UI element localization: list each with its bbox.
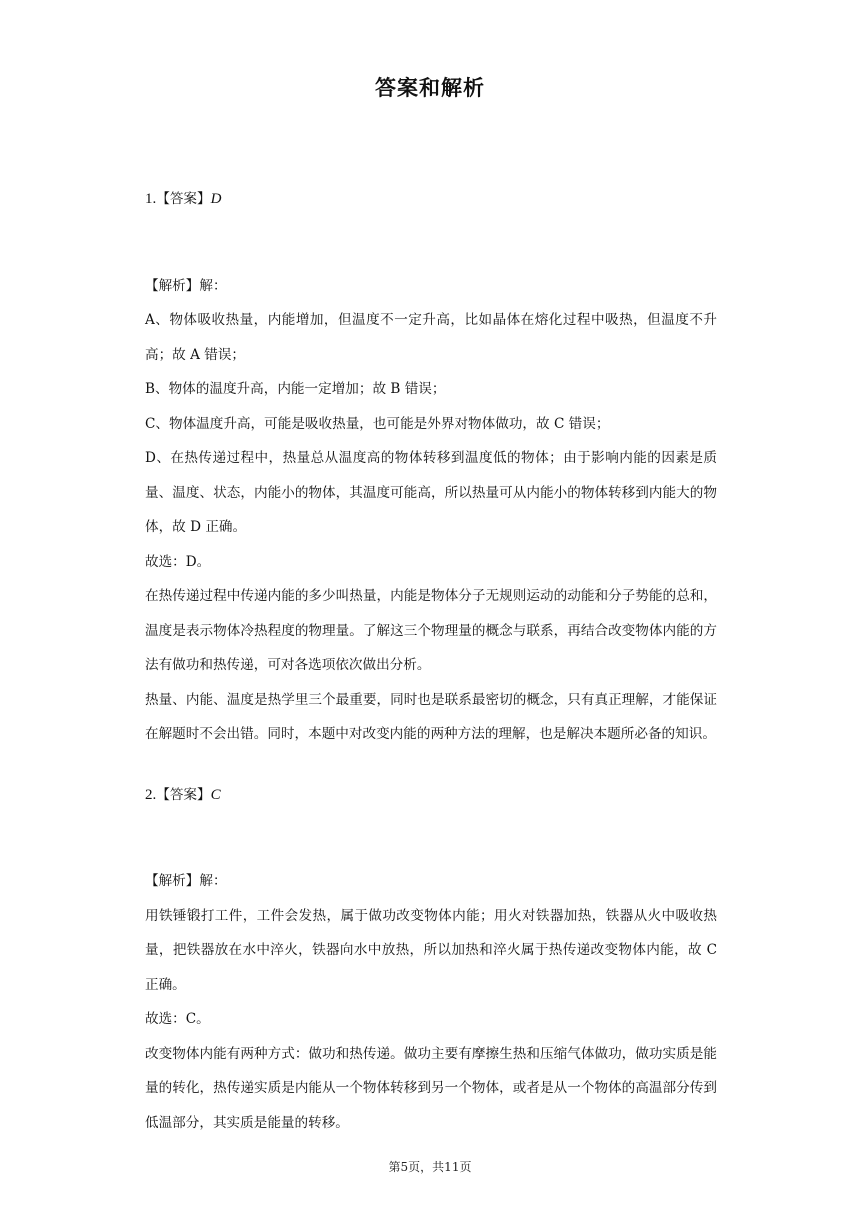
question-number: 1. [145,191,157,207]
answer-section [145,182,717,1140]
answer-label: 【答案】 [156,786,211,803]
answer-label: 【答案】 [156,191,211,207]
answer-line [145,182,717,217]
analysis-paragraph: C、物体温度升高，可能是吸收热量，也可能是外界对物体做功，故 C 错误； [145,415,610,432]
analysis-paragraph: B、物体的温度升高，内能一定增加；故 B 错误； [145,381,446,397]
page-title: 答案和解析 [375,76,485,100]
analysis-label: 【解析】解： [145,873,227,889]
question-2 [145,778,717,1141]
question-number: 2. [145,786,157,803]
analysis-paragraph: D、在热传递过程中，热量总从温度高的物体转移到温度低的物体；由于影响内能的因素是质量、温度、状态，内能小的物体，其温度可能高，所以热量可从内能小的物体转移到内能大的物体，故 D 正确。 [145,450,717,535]
analysis-label: 【解析】解： [145,277,227,294]
analysis-paragraph: 改变物体内能有两种方式：做功和热传递。做功主要有摩擦生热和压缩气体做功，做功实质是能量的转化，热传递实质是内能从一个物体转移到另一个物体，或者是从一个物体的高温部分传到低温部分，其实质是能量的转移。 [145,1045,717,1131]
answer-value: D [210,191,222,207]
page-footer: 第5页，共11页 [388,1160,472,1174]
analysis-paragraph: 热量、内能、温度是热学里三个最重要，同时也是联系最密切的概念，只有真正理解，才能保证在解题时不会出错。同时，本题中对改变内能的两种方法的理解，也是解决本题所必备的知识。 [145,691,717,742]
answer-line [145,778,717,813]
answer-value: C [210,786,221,803]
analysis-paragraph: A、物体吸收热量，内能增加，但温度不一定升高，比如晶体在熔化过程中吸热，但温度不升高；故 A 错误； [145,312,717,363]
conclusion: 故选：C。 [145,1011,210,1027]
question-1 [145,182,717,752]
conclusion: 故选：D。 [145,553,211,570]
analysis-paragraph: 用铁锤锻打工件，工件会发热，属于做功改变物体内能；用火对铁器加热，铁器从火中吸收热量，把铁器放在水中淬火，铁器向水中放热，所以加热和淬火属于热传递改变物体内能，故 C 正确。 [145,907,717,993]
analysis-paragraph: 在热传递过程中传递内能的多少叫热量，内能是物体分子无规则运动的动能和分子势能的总和，温度是表示物体冷热程度的物理量。了解这三个物理量的概念与联系，再结合改变物体内能的方法有做功和热传递，可对各选项依次做出分析。 [145,588,717,673]
